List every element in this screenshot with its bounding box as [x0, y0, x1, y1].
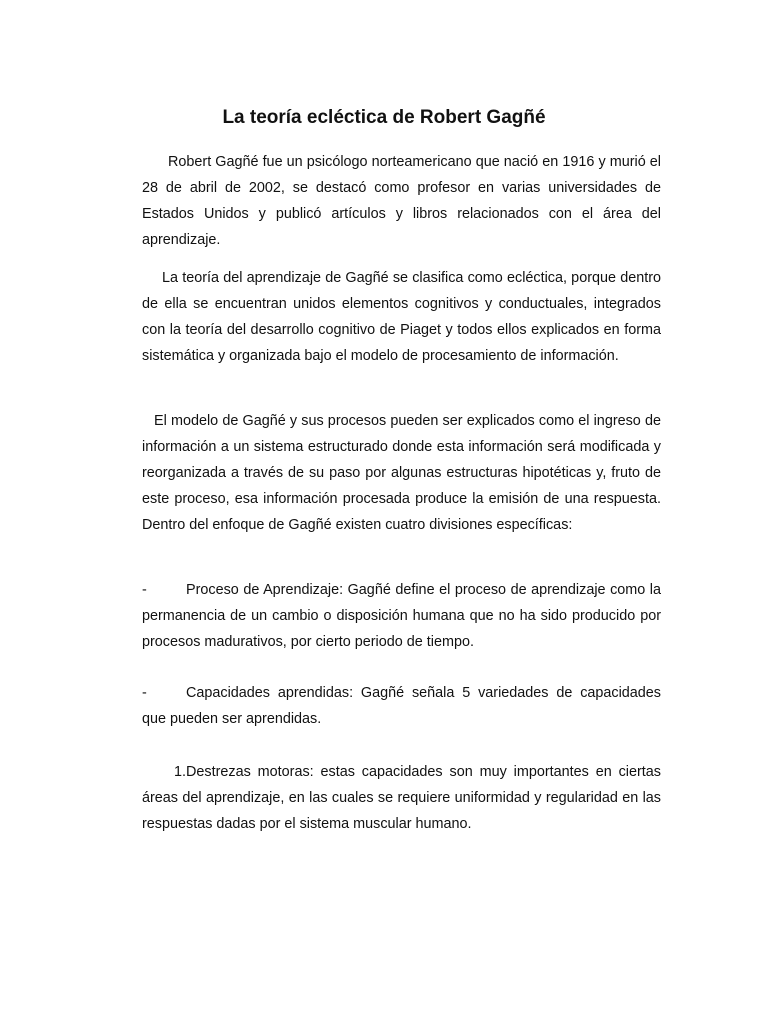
list-item-learned-capabilities — [142, 680, 661, 732]
bullet-marker: - — [142, 685, 147, 701]
list-item-learning-process — [142, 577, 661, 655]
bullet-text: Proceso de Aprendizaje: Gagñé define el proceso de aprendizaje como la permanencia de un cambio o disposición humana que no ha sido producido por procesos madurativos, por cierto periodo de tiempo. — [142, 582, 661, 650]
paragraph-model: El modelo de Gagñé y sus procesos pueden ser explicados como el ingreso de información a un sistema estructurado donde esta información será modificada y reorganizada a través de su paso por algunas estructuras hipotéticas y, fruto de este proceso, esa información procesada produce la emisión de una respuesta. Dentro del enfoque de Gagñé existen cuatro divisiones específicas: — [142, 413, 661, 533]
bullet-text: Capacidades aprendidas: Gagñé señala 5 variedades de capacidades que pueden ser aprendidas. — [142, 685, 661, 727]
paragraph-biography: Robert Gagñé fue un psicólogo norteamericano que nació en 1916 y murió el 28 de abril de 2002, se destacó como profesor en varias universidades de Estados Unidos y publicó artículos y libros relacionados con el área del aprendizaje. — [142, 154, 661, 248]
paragraph-eclectic-theory: La teoría del aprendizaje de Gagñé se clasifica como ecléctica, porque dentro de ella se encuentran unidos elementos cognitivos y conductuales, integrados con la teoría del desarrollo cognitivo de Piaget y todos ellos explicados en forma sistemática y organizada bajo el modelo de procesamiento de información. — [142, 270, 661, 364]
document-title: La teoría ecléctica de Robert Gagñé — [222, 107, 546, 128]
bullet-marker: - — [142, 582, 147, 598]
paragraph-motor-skills: 1.Destrezas motoras: estas capacidades son muy importantes en ciertas áreas del aprendizaje, en las cuales se requiere uniformidad y regularidad en las respuestas dadas por el sistema muscular humano. — [142, 764, 661, 832]
